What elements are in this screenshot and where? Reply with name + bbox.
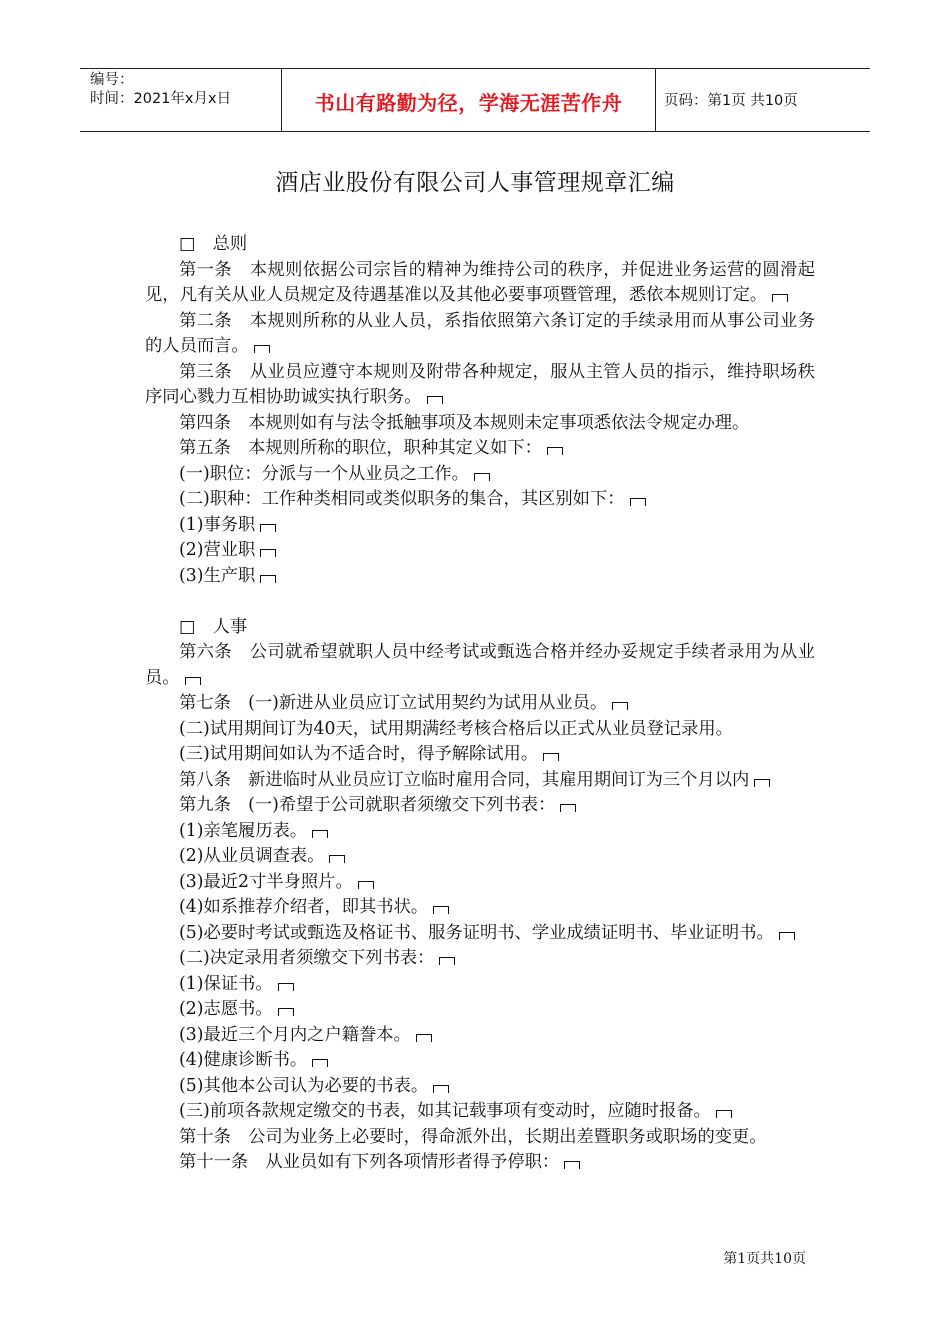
paragraph-text: 第九条 (一)希望于公司就职者须缴交下列书表： xyxy=(179,795,556,815)
paragraph-mark-icon xyxy=(260,575,276,583)
body-paragraph xyxy=(145,768,815,794)
body-paragraph xyxy=(145,972,815,998)
paragraph-text: 第十一条 从业员如有下列各项情形者得予停职： xyxy=(179,1152,560,1172)
body-paragraph xyxy=(145,1125,815,1151)
document-number-label: 编号： xyxy=(90,72,134,88)
paragraph-mark-icon xyxy=(547,447,563,455)
body-paragraph xyxy=(145,538,815,564)
body-paragraph xyxy=(145,258,815,309)
paragraph-text: (三)前项各款规定缴交的书表，如其记载事项有变动时，应随时报备。 xyxy=(179,1101,711,1121)
paragraph-text: (三)试用期间如认为不适合时，得予解除试用。 xyxy=(179,744,539,764)
body-paragraph xyxy=(145,360,815,411)
paragraph-text: 第八条 新进临时从业员应订立临时雇用合同，其雇用期间订为三个月以内 xyxy=(179,769,750,790)
body-paragraph xyxy=(145,1074,815,1100)
paragraph-mark-icon xyxy=(427,396,443,404)
paragraph-text: (1)保证书。 xyxy=(179,973,273,994)
paragraph-mark-icon xyxy=(416,1034,432,1042)
body-paragraph xyxy=(145,487,815,513)
paragraph-mark-icon xyxy=(754,779,770,787)
paragraph-mark-icon xyxy=(260,524,276,532)
paragraph-mark-icon xyxy=(543,753,559,761)
header-table xyxy=(80,68,870,132)
paragraph-text: (4)如系推荐介绍者，即其书状。 xyxy=(179,897,429,917)
paragraph-text: (4)健康诊断书。 xyxy=(179,1050,308,1070)
document-body xyxy=(145,232,815,1176)
header-left-cell xyxy=(90,71,231,109)
paragraph-text: 第十条 公司为业务上必要时，得命派外出，长期出差暨职务或职场的变更。 xyxy=(179,1126,767,1147)
body-paragraph xyxy=(145,436,815,462)
paragraph-text: (1)事务职 xyxy=(179,514,256,535)
body-paragraph xyxy=(145,793,815,819)
paragraph-text: 第三条 从业员应遵守本规则及附带各种规定，服从主管人员的指示，维持职场秩序同心戮力互相协助诚实执行职务。 xyxy=(145,361,815,407)
body-paragraph xyxy=(145,1099,815,1125)
body-paragraph xyxy=(145,742,815,768)
paragraph-mark-icon xyxy=(260,549,276,557)
document-date: 时间：2021年x月x日 xyxy=(90,91,232,107)
paragraph-text: (一)职位：分派与一个从业员之工作。 xyxy=(179,463,469,484)
paragraph-mark-icon xyxy=(433,1085,449,1093)
body-paragraph xyxy=(145,309,815,360)
body-paragraph xyxy=(145,895,815,921)
body-paragraph xyxy=(145,1150,815,1176)
paragraph-mark-icon xyxy=(560,804,576,812)
paragraph-mark-icon xyxy=(439,957,455,965)
paragraph-mark-icon xyxy=(433,906,449,914)
paragraph-mark-icon xyxy=(564,1161,580,1169)
header-motto: 书山有路勤为径，学海无涯苦作舟 xyxy=(314,91,623,115)
paragraph-mark-icon xyxy=(358,881,374,889)
paragraph-mark-icon xyxy=(772,294,788,302)
body-paragraph xyxy=(145,564,815,590)
paragraph-mark-icon xyxy=(312,1059,328,1067)
body-paragraph xyxy=(145,921,815,947)
body-paragraph xyxy=(145,1023,815,1049)
paragraph-mark-icon xyxy=(254,345,270,353)
body-paragraph xyxy=(145,946,815,972)
paragraph-mark-icon xyxy=(329,855,345,863)
body-paragraph xyxy=(145,1048,815,1074)
paragraph-text: (2)营业职 xyxy=(179,540,256,560)
paragraph-text: (2)从业员调查表。 xyxy=(179,846,325,866)
paragraph-text: (二)决定录用者须缴交下列书表： xyxy=(179,948,435,968)
paragraph-text: 第一条 本规则依据公司宗旨的精神为维持公司的秩序，并促进业务运营的圆滑起见，凡有关从业人员规定及待遇基准以及其他必要事项暨管理，悉依本规则订定。 xyxy=(145,259,815,305)
paragraph-text: 第七条 (一)新进从业员应订立试用契约为试用从业员。 xyxy=(179,693,608,713)
paragraph-mark-icon xyxy=(185,677,201,685)
paragraph-mark-icon xyxy=(612,702,628,710)
paragraph-text: (3)最近2寸半身照片。 xyxy=(179,871,353,892)
paragraph-mark-icon xyxy=(278,1008,294,1016)
document-title: 酒店业股份有限公司人事管理规章汇编 xyxy=(275,170,675,196)
page-footer: 第1页共10页 xyxy=(723,1251,806,1267)
body-paragraph xyxy=(145,691,815,717)
paragraph-mark-icon xyxy=(312,830,328,838)
paragraph-text: 第六条 公司就希望就职人员中经考试或甄选合格并经办妥规定手续者录用为从业员。 xyxy=(145,642,815,688)
paragraph-text: 第二条 本规则所称的从业人员，系指依照第六条订定的手续录用而从事公司业务的人员而言。 xyxy=(145,310,815,356)
section-heading xyxy=(145,615,815,641)
paragraph-text: (5)其他本公司认为必要的书表。 xyxy=(179,1075,429,1096)
body-paragraph xyxy=(145,513,815,539)
blank-line xyxy=(145,589,815,615)
header-divider xyxy=(655,69,656,131)
paragraph-text: (1)亲笔履历表。 xyxy=(179,820,308,841)
body-paragraph xyxy=(145,870,815,896)
body-paragraph xyxy=(145,462,815,488)
body-paragraph xyxy=(145,844,815,870)
paragraph-mark-icon xyxy=(474,473,490,481)
paragraph-mark-icon xyxy=(779,932,795,940)
header-page-info: 页码：第1页 共10页 xyxy=(664,93,798,109)
body-paragraph xyxy=(145,411,815,437)
body-paragraph xyxy=(145,997,815,1023)
section-heading xyxy=(145,232,815,258)
paragraph-text: 第四条 本规则如有与法令抵触事项及本规则未定事项悉依法令规定办理。 xyxy=(179,412,750,433)
paragraph-text: 第五条 本规则所称的职位，职种其定义如下： xyxy=(179,438,542,458)
paragraph-text: (3)生产职 xyxy=(179,565,256,586)
paragraph-mark-icon xyxy=(630,498,646,506)
body-paragraph xyxy=(145,819,815,845)
body-paragraph xyxy=(145,717,815,743)
paragraph-text: (3)最近三个月内之户籍誊本。 xyxy=(179,1024,411,1045)
body-paragraph xyxy=(145,640,815,691)
paragraph-text: □ 总则 xyxy=(179,234,248,254)
paragraph-mark-icon xyxy=(716,1110,732,1118)
paragraph-text: □ 人事 xyxy=(179,616,248,637)
paragraph-text: (二)职种：工作种类相同或类似职务的集合，其区别如下： xyxy=(179,489,625,509)
paragraph-mark-icon xyxy=(278,983,294,991)
paragraph-text: (2)志愿书。 xyxy=(179,999,273,1019)
paragraph-text: (二)试用期间订为40天，试用期满经考核合格后以正式从业员登记录用。 xyxy=(179,718,733,739)
paragraph-text: (5)必要时考试或甄选及格证书、服务证明书、学业成绩证明书、毕业证明书。 xyxy=(179,922,774,943)
